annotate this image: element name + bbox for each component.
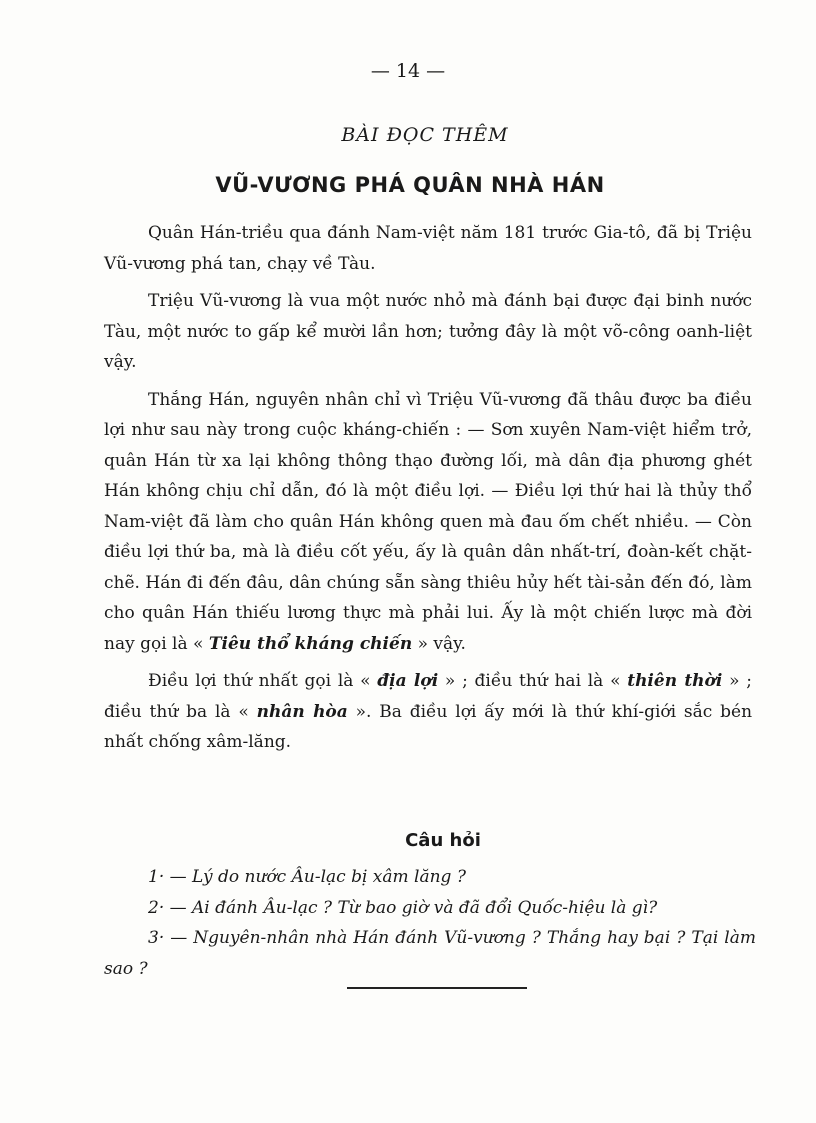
section-label: BÀI ĐỌC THÊM	[341, 124, 509, 146]
paragraph-4	[104, 666, 752, 758]
paragraph-4-part-1: Điều lợi thứ nhất gọi là «	[148, 671, 371, 691]
paragraph-4-part-4: ». Ba điều lợi ấy mới là thứ khí-giới sắc bén nhất chống xâm-lăng.	[104, 701, 753, 752]
term-tieu-tho-khang-chien: Tiêu thổ kháng chiến	[208, 633, 413, 654]
article-body	[104, 218, 752, 765]
article-title: VŨ-VƯƠNG PHÁ QUÂN NHÀ HÁN	[215, 173, 605, 197]
term-dia-loi: địa lợi	[377, 671, 439, 691]
question-3: 3· — Nguyên-nhân nhà Hán đánh Vũ-vương ? Thắng hay bại ? Tại làm sao ?	[104, 928, 756, 979]
term-thien-thoi: thiên thời	[627, 671, 723, 691]
end-rule	[347, 987, 527, 989]
question-1: 1· — Lý do nước Âu-lạc bị xâm lăng ?	[148, 867, 466, 887]
question-2: 2· — Ai đánh Âu-lạc ? Từ bao giờ và đã đổi Quốc-hiệu là gì?	[148, 897, 658, 918]
questions-heading: Câu hỏi	[405, 830, 481, 851]
paragraph-3-text: Thắng Hán, nguyên nhân chỉ vì Triệu Vũ-vương đã thâu được ba điều lợi như sau này trong cuộc kháng-chiến : — Sơn xuyên Nam-việt hiểm trở, quân Hán từ xa lại không thông thạo đường lối, mà dân địa phương ghét Hán không chịu chỉ dẫn, đó là một điều lợi. — Điều lợi thứ hai là thủy thổ Nam-việt đã làm cho quân Hán không quen mà đau ốm chết nhiều. — Còn điều lợi thứ ba, mà là điều cốt yếu, ấy là quân dân nhất-trí, đoàn-kết chặt-chẽ. Hán đi đến đâu, dân chúng sẵn sàng thiêu hủy hết tài-sản đến đó, làm cho quân Hán thiếu lương thực mà phải lui. Ấy là một chiến lược mà đời nay gọi là «	[104, 389, 752, 654]
page-number: — 14 —	[370, 60, 446, 82]
paragraph-4-part-2: » ; điều thứ hai là «	[444, 671, 621, 691]
paragraph-4-part-3: » ; điều thứ ba là «	[104, 671, 752, 722]
paragraph-3	[104, 385, 752, 660]
paragraph-2: Triệu Vũ-vương là vua một nước nhỏ mà đánh bại được đại binh nước Tàu, một nước to gấp kể mười lần hơn; tưởng đây là một võ-công oanh-liệt vậy.	[104, 291, 752, 372]
questions-list	[104, 862, 756, 984]
term-nhan-hoa: nhân hòa	[256, 701, 348, 722]
paragraph-3-end: » vậy.	[417, 633, 466, 654]
paragraph-1: Quân Hán-triều qua đánh Nam-việt năm 181 trước Gia-tô, đã bị Triệu Vũ-vương phá tan, chạy về Tàu.	[104, 223, 752, 274]
